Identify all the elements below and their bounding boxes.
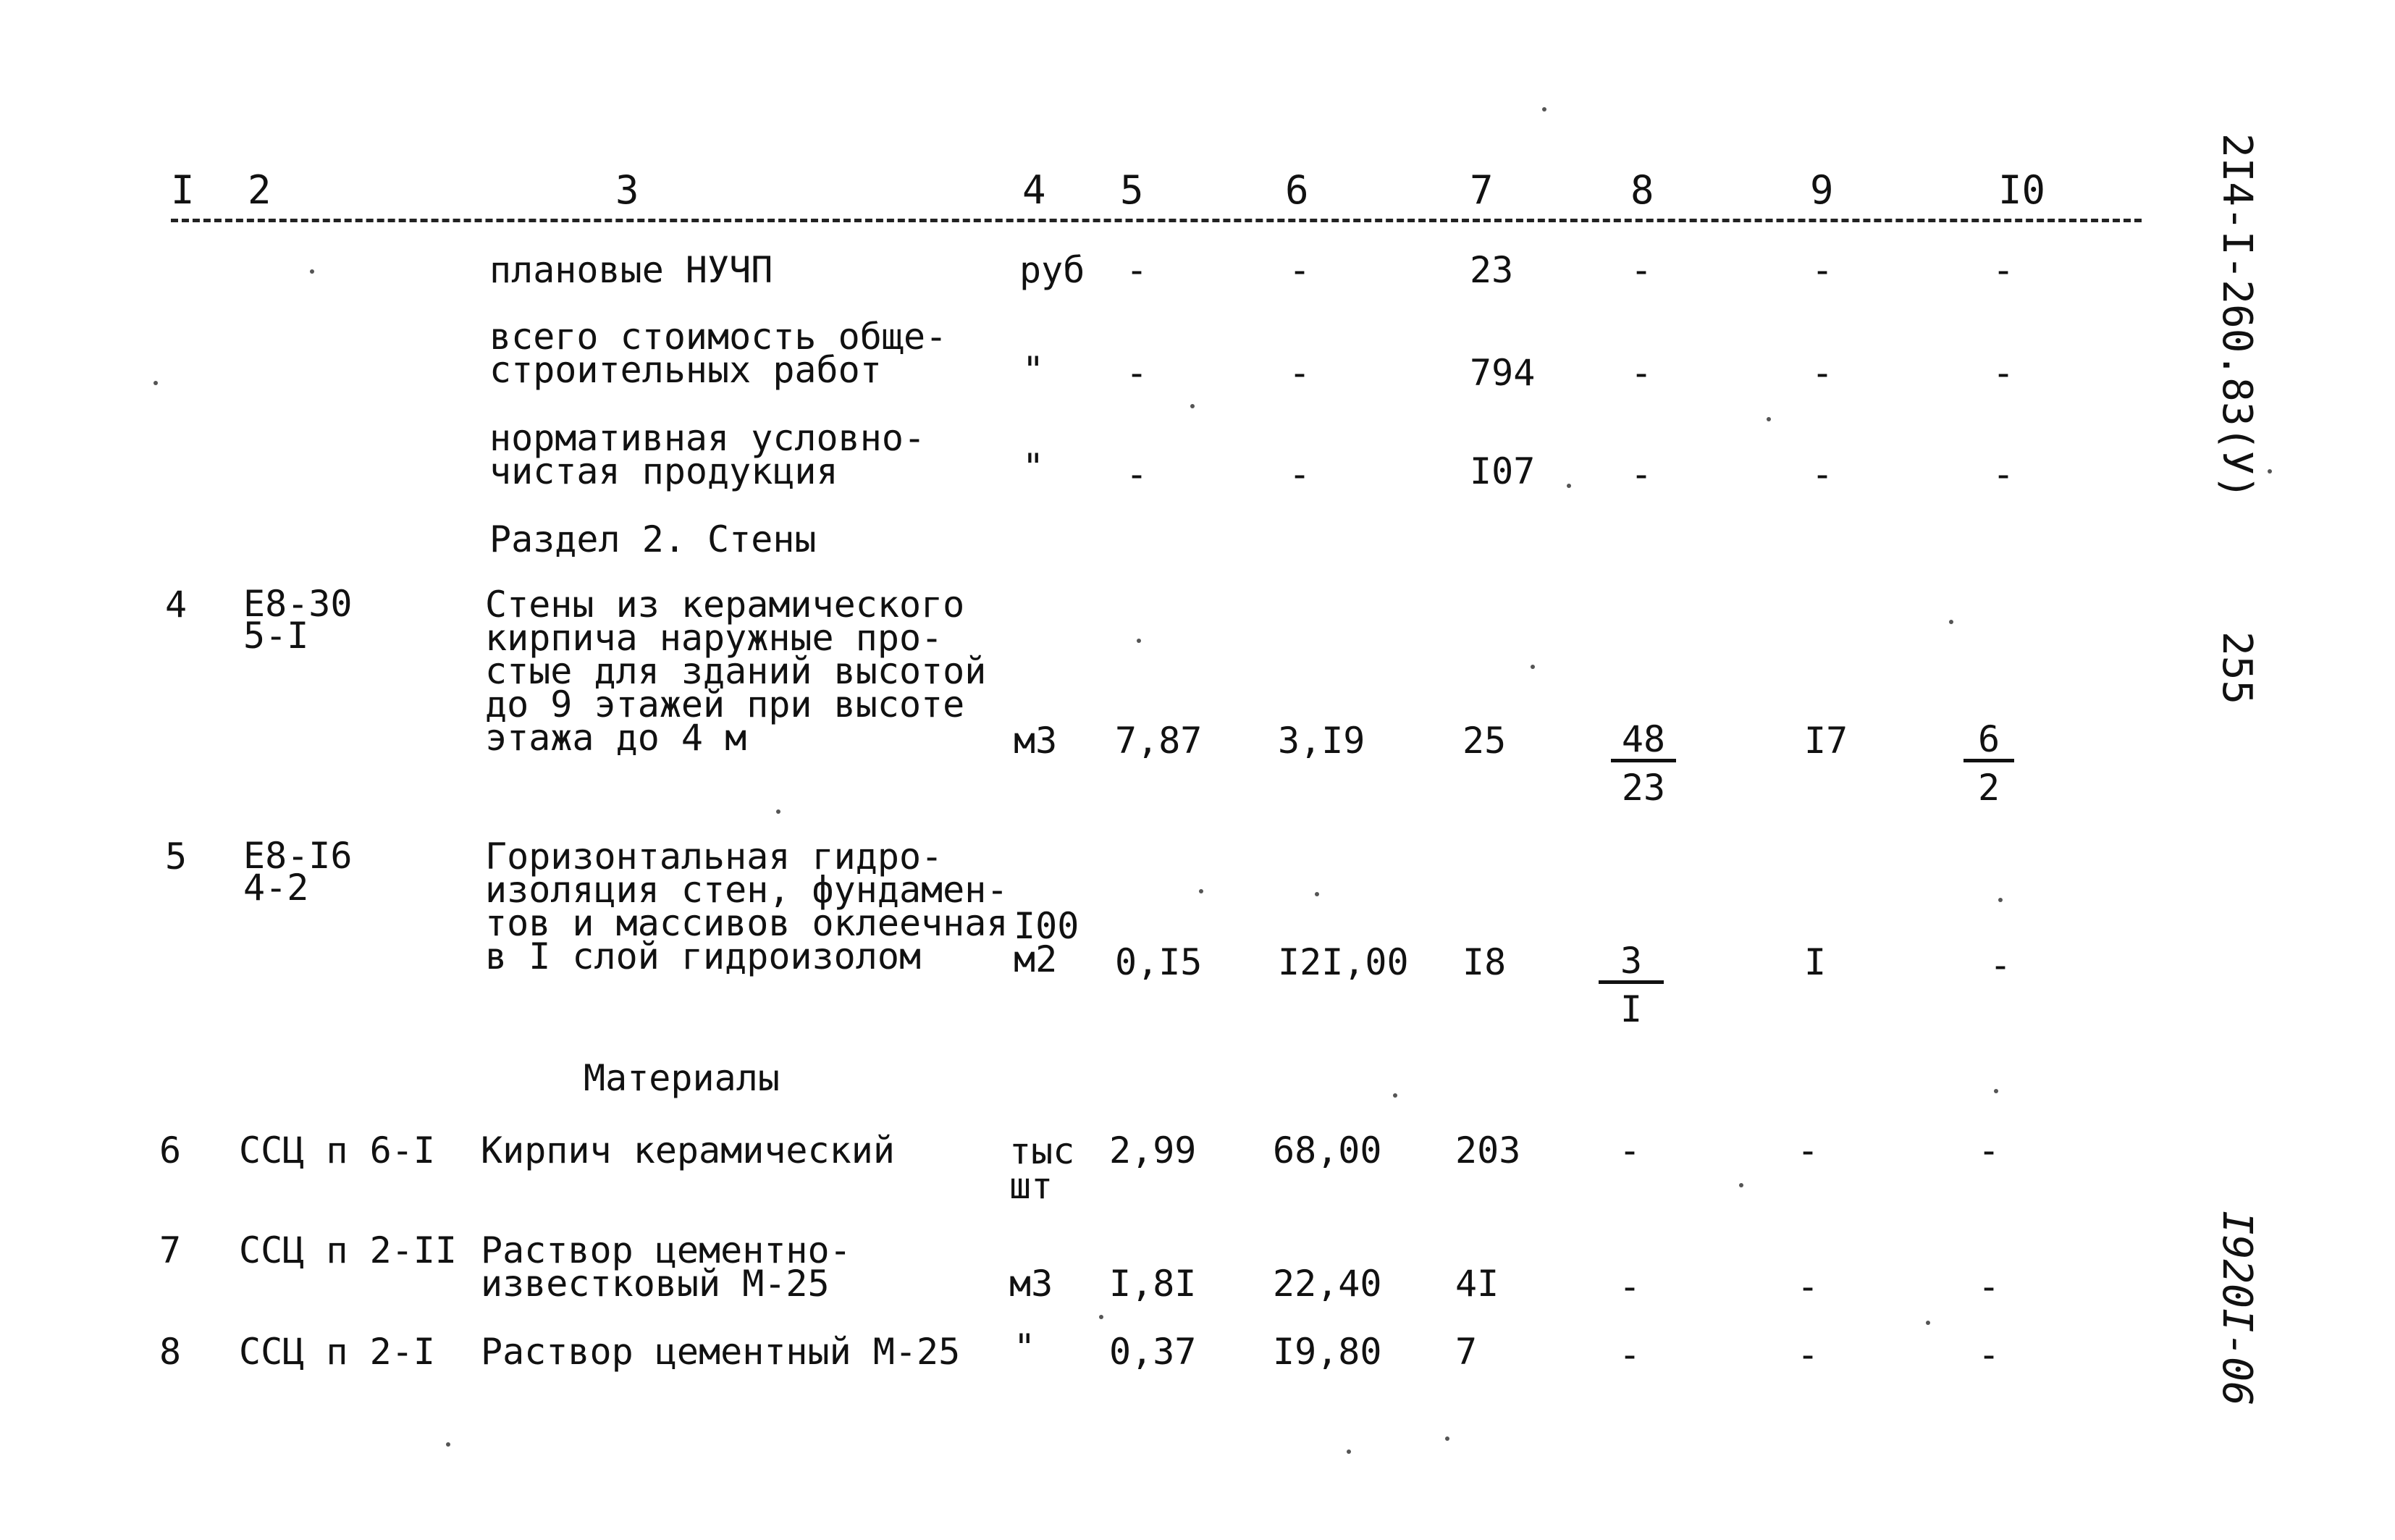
column-header-8: 8 (1630, 167, 1654, 213)
row-code: E8-30 5-I (243, 583, 353, 657)
row-col7: 203 (1455, 1129, 1521, 1171)
row-col9: I7 (1804, 720, 1848, 762)
scan-speck (1315, 892, 1319, 896)
row-col7: 7 (1455, 1331, 1478, 1373)
column-header-4: 4 (1022, 167, 1046, 213)
scan-speck (1542, 107, 1546, 111)
row-col5: - (1126, 453, 1148, 495)
row-col9: - (1797, 1129, 1819, 1171)
row-col7: 794 (1470, 352, 1536, 394)
row-code: ССЦ п 6-I (239, 1129, 435, 1171)
scan-speck (1393, 1093, 1397, 1098)
fraction-denominator: 23 (1621, 767, 1666, 809)
header-rule (171, 219, 2142, 222)
scan-speck (1199, 889, 1203, 893)
document-code: 2I4-I-260.83(У) (2213, 133, 2260, 500)
row-col10-fraction (1963, 718, 2014, 809)
row-unit: руб (1019, 249, 1085, 291)
row-unit: м3 (1009, 1263, 1053, 1305)
row-col6: - (1289, 249, 1311, 291)
row-col7: 25 (1462, 720, 1507, 762)
row-col5: - (1126, 352, 1148, 394)
row-col6: I9,80 (1273, 1331, 1382, 1373)
row-unit: I00 м2 (1014, 905, 1079, 980)
row-col10: - (1978, 1129, 2000, 1171)
row-number: 6 (159, 1129, 182, 1171)
materials-heading: Материалы (584, 1057, 780, 1099)
row-name: Раствор цементно- известковый М-25 (481, 1229, 851, 1305)
section-heading: Раздел 2. Стены (489, 518, 817, 560)
row-name: Горизонтальная гидро- изоляция стен, фундамен- тов и массивов оклеечная в I слой гидроизолом (485, 836, 1009, 977)
scan-speck (310, 269, 314, 274)
row-col8: - (1619, 1266, 1641, 1308)
row-col5: - (1126, 249, 1148, 291)
row-col10: - (1990, 944, 2012, 986)
scan-speck (1137, 639, 1141, 643)
scan-speck (1739, 1183, 1743, 1187)
row-number: 7 (159, 1229, 182, 1271)
row-col5: I,8I (1109, 1263, 1197, 1305)
column-header-3: 3 (615, 167, 639, 213)
row-col9: - (1797, 1334, 1819, 1376)
column-header-10: I0 (1998, 167, 2046, 213)
scan-speck (2268, 469, 2272, 474)
row-unit: тыс шт (1009, 1130, 1075, 1207)
row-name: Раствор цементный М-25 (481, 1331, 961, 1373)
row-col10: - (1992, 249, 2015, 291)
row-col8-fraction (1599, 940, 1664, 1030)
row-code: ССЦ п 2-II (239, 1229, 458, 1271)
row-unit: " (1014, 1326, 1036, 1368)
row-number: 8 (159, 1331, 182, 1373)
column-header-6: 6 (1285, 167, 1309, 213)
row-col10: - (1978, 1334, 2000, 1376)
row-unit: " (1022, 349, 1045, 391)
column-header-2: 2 (248, 167, 272, 213)
row-name: Кирпич керамический (481, 1129, 895, 1171)
row-number: 4 (165, 584, 188, 626)
row-name: плановые НУЧП (489, 249, 773, 291)
row-name: нормативная условно- чистая продукция (489, 417, 926, 492)
scan-speck (1567, 484, 1571, 488)
scan-speck (153, 381, 158, 385)
row-col8: - (1630, 453, 1653, 495)
row-col6: 3,I9 (1278, 720, 1365, 762)
scan-speck (1347, 1449, 1351, 1454)
row-col7: I07 (1470, 450, 1536, 492)
scan-speck (1926, 1321, 1930, 1325)
row-code: E8-I6 4-2 (243, 835, 353, 909)
row-number: 5 (165, 836, 188, 878)
inventory-number: I920I-06 (2213, 1211, 2260, 1406)
row-col10: - (1992, 453, 2015, 495)
row-col8: - (1630, 249, 1653, 291)
row-col6: - (1289, 352, 1311, 394)
row-col5: 0,37 (1109, 1331, 1197, 1373)
column-header-5: 5 (1120, 167, 1144, 213)
row-col10: - (1978, 1266, 2000, 1308)
scan-speck (1767, 417, 1771, 421)
scan-speck (1099, 1315, 1103, 1319)
scan-speck (1949, 620, 1953, 624)
row-col6: - (1289, 453, 1311, 495)
scan-speck (1445, 1436, 1449, 1441)
scan-speck (776, 809, 780, 814)
fraction-denominator: I (1620, 988, 1643, 1030)
fraction-numerator: 48 (1611, 723, 1676, 762)
row-code: ССЦ п 2-I (239, 1331, 435, 1373)
row-col9: - (1811, 453, 1834, 495)
row-col7: I8 (1462, 941, 1507, 983)
row-col7: 23 (1470, 249, 1514, 291)
column-header-1: I (171, 167, 195, 213)
scan-speck (1998, 898, 2003, 902)
column-header-9: 9 (1810, 167, 1834, 213)
row-col6: 22,40 (1273, 1263, 1382, 1305)
row-col8-fraction (1611, 718, 1676, 809)
row-col5: 0,I5 (1115, 941, 1203, 983)
row-col9: - (1797, 1266, 1819, 1308)
fraction-denominator: 2 (1977, 767, 2000, 809)
row-col9: - (1811, 352, 1834, 394)
row-col5: 7,87 (1115, 720, 1203, 762)
page-number: 255 (2213, 631, 2260, 705)
row-unit: м3 (1014, 720, 1058, 762)
row-col6: 68,00 (1273, 1129, 1382, 1171)
row-col9: I (1804, 941, 1827, 983)
row-col8: - (1630, 352, 1653, 394)
row-col9: - (1811, 249, 1834, 291)
column-header-7: 7 (1470, 167, 1494, 213)
row-col8: - (1619, 1129, 1641, 1171)
row-col5: 2,99 (1109, 1129, 1197, 1171)
scan-speck (1994, 1089, 1998, 1093)
scan-speck (1190, 404, 1195, 408)
row-col8: - (1619, 1334, 1641, 1376)
fraction-numerator: 6 (1963, 723, 2014, 762)
row-col7: 4I (1455, 1263, 1499, 1305)
fraction-numerator: 3 (1599, 944, 1664, 984)
row-name: всего стоимость обще- строительных работ (489, 316, 948, 391)
scan-speck (1531, 665, 1535, 669)
row-col6: I2I,00 (1278, 941, 1409, 983)
row-name: Стены из керамического кирпича наружные про- стые для зданий высотой до 9 этажей при высоте этажа до 4 м (485, 584, 987, 759)
row-col10: - (1992, 352, 2015, 394)
row-unit: " (1022, 446, 1045, 488)
scan-speck (446, 1442, 450, 1447)
